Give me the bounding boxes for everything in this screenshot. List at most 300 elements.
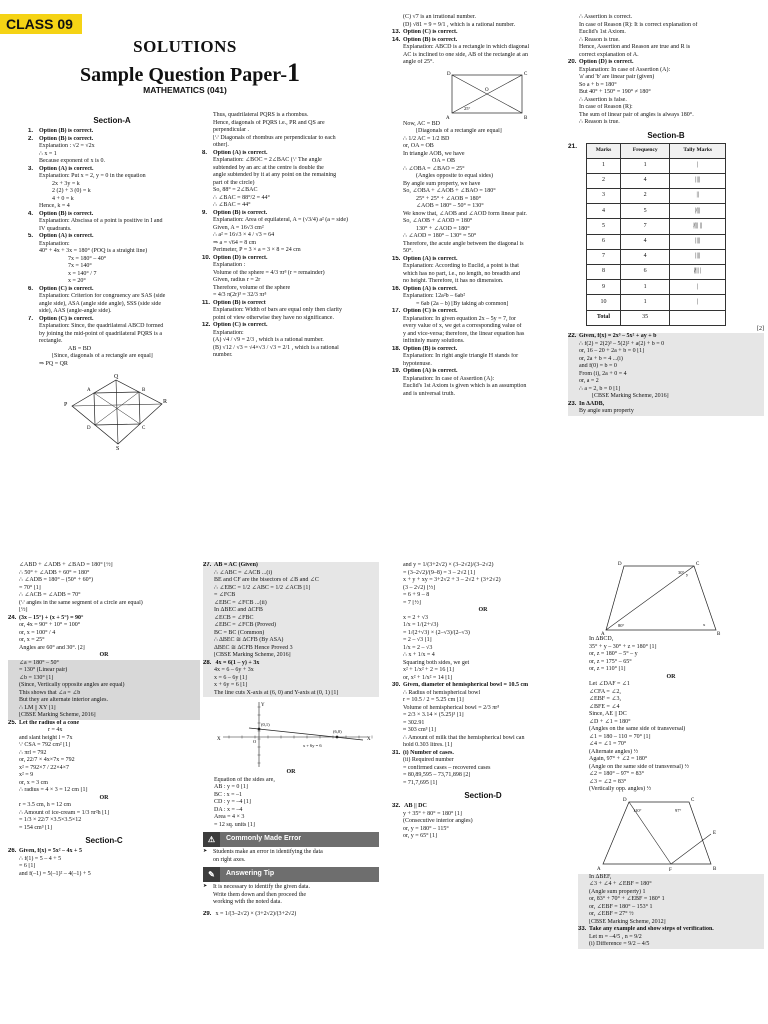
question-number: 12. — [202, 322, 211, 328]
solution-line: BE and CF are the bisectors of ∠B and ∠C — [214, 577, 319, 583]
solution-line: = ∠FCB — [214, 592, 236, 598]
question-number: 23. — [568, 400, 577, 407]
solution-line: 7x = 180° – 40° — [68, 255, 107, 262]
solution-line: correct explanation of A. — [579, 51, 639, 58]
cell-frequency: 1 — [620, 295, 669, 310]
trapezium-abcd — [606, 566, 716, 630]
solution-line: (Angles opposite to equal sides) — [416, 173, 493, 179]
solution-line: Because exponent of x is 0. — [39, 158, 105, 164]
solution-line: or, OA = OB — [403, 143, 434, 149]
solution-line: [½] — [19, 607, 28, 613]
solution-line: Explanation: Criterion for congruency are SAS (side — [39, 293, 166, 299]
label-b: B — [713, 866, 717, 872]
solution-line: Given, radius r = 2r — [213, 277, 261, 283]
question-answer-line — [578, 926, 764, 934]
solution-line: ≈ 303 cm³ [1] — [403, 727, 436, 733]
cell-tally: | — [670, 295, 726, 310]
cell-frequency: 1 — [620, 280, 669, 295]
solution-line: ∴ πrl = 792 — [19, 749, 47, 756]
total-label: Total — [587, 310, 621, 325]
question-answer-line — [203, 660, 379, 668]
solution-line: Explanation: Width of bars are equal only then clarity — [213, 307, 342, 313]
solution-line: In ΔBEC and ΔCFB — [214, 607, 263, 613]
shaded-solution-line: [CBSE Marking Scheme, 2016] — [8, 712, 200, 720]
solution-line: (C) √7 is an irrational number. — [403, 14, 476, 20]
table-row — [587, 265, 726, 280]
solution-line: AC is inclined to one side, AB of the rectangle at an — [403, 51, 528, 58]
error-tip-text — [203, 849, 379, 864]
question-answer-line — [392, 29, 564, 37]
question-answer-line — [202, 150, 378, 158]
solution-line: Therefore, the acute angle between the diagonal is — [403, 240, 524, 247]
solution-line: ∴ radius = 4 × 3 = 12 cm [1] — [19, 787, 88, 793]
cell-marks: 9 — [587, 280, 621, 295]
solution-line: So, ∠AOB + ∠AOD = 180° — [403, 218, 473, 224]
label-r: R — [163, 399, 168, 405]
solution-line: every value of x, we get a corresponding value of — [403, 323, 522, 329]
solution-line: hold 0.303 litres. [1] — [403, 742, 453, 748]
solution-line: Since, AE || DC — [589, 711, 627, 717]
solution-line: Now, AC = BD — [403, 120, 440, 127]
solution-line: perpendicular . — [213, 127, 249, 133]
question-answer-text: Option (D) is correct. — [579, 59, 634, 65]
question-answer-text: (i) Number of cases. — [403, 749, 454, 756]
question-answer-text: Option (B) is correct. — [403, 36, 458, 43]
solution-line: ∠3 + ∠4 + ∠EBF = 180° — [589, 881, 652, 887]
solution-line: ∴ ∠ADB = 180° – (50° + 60°) — [19, 577, 93, 583]
question-number: 2. — [28, 135, 34, 142]
solution-line: = 80,89,595 – 73,71,898 [2] — [403, 772, 471, 778]
solution-line: ∴ x + 1/x = 4 — [403, 652, 435, 658]
solution-line: ∠EBF = ∠3, — [589, 696, 621, 702]
label-c: C — [524, 71, 528, 77]
solution-line: DA : x = –4 — [214, 806, 243, 813]
solution-line: 2 (2) + 3 (0) = k — [52, 188, 91, 194]
angle-x: x — [703, 622, 706, 627]
page-bottom-left — [0, 512, 384, 1024]
solution-line: ∠EBC = ∠FCB (Proved) — [214, 622, 276, 628]
question-answer-text: (3x – 15°) + (x + 5°) = 90° — [19, 614, 84, 621]
q1-left-column — [28, 112, 196, 512]
question-answer-text: Take any example and show steps of verification. — [589, 926, 714, 932]
label-d: D — [87, 426, 91, 431]
question-answer-line — [568, 333, 764, 341]
question-answer-line — [392, 750, 574, 758]
solution-line: or, ∠EBF = 27° ½ — [589, 911, 634, 917]
question-number: 30. — [392, 682, 401, 688]
solution-line: Hence, Assertion and Reason are true and R is — [579, 44, 691, 50]
solution-line: ∴ Amount of milk that the hemispherical bowl can — [403, 734, 525, 741]
solution-line: [∵ Diagonals of rhombus are perpendicular to each — [213, 134, 336, 141]
col-header-marks: Marks — [587, 143, 621, 158]
question-answer-text: AB = AC (Given) — [214, 562, 258, 568]
question-number: 31. — [392, 749, 401, 756]
question-number: 15. — [392, 255, 401, 262]
solution-line: or, z = 110° [1] — [589, 666, 626, 672]
col-header-tally: Tally Marks — [670, 143, 726, 158]
question-number: 18. — [392, 345, 401, 352]
solution-line: and is universal truth. — [403, 390, 455, 397]
question-answer-line — [392, 803, 574, 811]
question-answer-text: Option (A) is correct. — [39, 233, 94, 239]
label-c: C — [142, 426, 146, 431]
solution-line: Area = 4 × 3 — [214, 814, 245, 820]
solution-line: = (3–2√2)/(9–8) = 3 – 2√2 [1] — [403, 569, 476, 576]
question-number: 4. — [28, 210, 34, 217]
question-answer-line — [203, 562, 379, 570]
label-c: C — [691, 797, 695, 803]
question-number: 28. — [203, 659, 212, 666]
q1-right-column — [202, 112, 378, 512]
solution-line: ∠3 = ∠2 = 83° — [589, 778, 627, 785]
x-axis-label: X — [367, 737, 371, 742]
col-header-frequency: Frequency — [620, 143, 669, 158]
solution-line: AB : y = 0 [1] — [214, 784, 248, 790]
page-bottom-right — [384, 512, 768, 1024]
question-answer-line — [28, 286, 196, 294]
question-answer-text: Option (D) is correct. — [213, 254, 268, 261]
question-number: 24. — [8, 614, 17, 621]
solution-line: (Alternate angles) ½ — [589, 748, 639, 755]
solution-line: ∴ Radius of hemispherical bowl — [403, 689, 481, 696]
solution-line: Explanation: In right angle triangle H stands for — [403, 353, 519, 359]
question-answer-line — [28, 128, 196, 136]
table-row — [587, 280, 726, 295]
solution-line: x + y + xy = 3+2√2 + 3 – 2√2 + (3+2√2) — [403, 577, 501, 583]
question-answer-line — [8, 720, 200, 728]
question-text: x = 1/(3–2√2) × (3+2√2)/(3+2√2) — [215, 910, 297, 917]
solution-line: In ΔBCD, — [589, 636, 614, 642]
solution-line: or, x = 100° / 4 — [19, 629, 56, 636]
solution-line: ∴ x = 1 — [39, 150, 57, 157]
solution-line: = 1/(2+√3) × (2–√3)/(2–√3) — [403, 629, 470, 636]
solution-line: x² + 1/x² + 2 = 16 [1] — [403, 667, 454, 673]
solution-line: The line cuts X-axis at (6, 0) and Y-axis at (0, 1) [1] — [214, 689, 339, 696]
table-row — [587, 295, 726, 310]
rectangle-diagram — [442, 69, 532, 121]
cell-marks: 4 — [587, 204, 621, 219]
solution-line: The sum of linear pair of angles is always 180°. — [579, 111, 694, 118]
solution-line: 'a' and 'b' are linear pair (given) — [579, 74, 655, 80]
solution-line: Explanation: Since, the quadrilateral ABCD formed — [39, 323, 164, 329]
cell-tally: | — [670, 158, 726, 173]
section-heading: Section-C — [85, 836, 123, 845]
solution-line: ΔBEC ≅ ΔCFB Hence Proved 3 — [214, 644, 293, 651]
angle-y: y — [686, 572, 689, 577]
solution-line: [Diagonals of a rectangle are equal] — [416, 128, 502, 134]
solution-line: angle subtended by it at any point on the remaining — [213, 172, 337, 178]
section-heading: Section-B — [647, 130, 685, 140]
solution-line: ∴ Reason is true. — [579, 119, 620, 125]
question-number: 20. — [568, 59, 577, 65]
solution-line: = 6ab (2a – b) [By taking ab common] — [416, 300, 509, 307]
solution-line: 1/x = 2 – √3 — [403, 644, 433, 651]
q3-left-column — [8, 562, 200, 1024]
solution-line: infinitely many solutions. — [403, 338, 465, 344]
question-answer-line — [392, 346, 564, 354]
table-mark: [2] — [757, 325, 764, 332]
cell-tally: |||| — [670, 173, 726, 188]
origin-label: O — [253, 739, 257, 744]
shaded-solution-line: ∠b = 130° [1] — [8, 675, 200, 683]
solution-line: no height. Therefore, it has no dimension. — [403, 278, 504, 284]
solution-line: Again, 97° + ∠2 = 180° — [589, 756, 648, 762]
solution-line: ∴ ∠ABC = ∠ACB ...(i) — [214, 569, 273, 576]
solution-line: ∴ ∠BAC = 88°/2 = 44° — [213, 194, 270, 201]
cell-marks: 1 — [587, 158, 621, 173]
frequency-table-block — [568, 143, 764, 326]
cell-tally: |||| — [670, 249, 726, 264]
page-top-left — [0, 0, 384, 512]
cell-frequency: 6 — [620, 265, 669, 280]
question-answer-line — [28, 233, 196, 241]
question-number: 6. — [28, 285, 34, 292]
solution-line: ∠ABD + ∠ADB + ∠BAD = 180° [½] — [19, 562, 113, 568]
solution-line: (Vertically opp. angles) ½ — [589, 786, 652, 792]
solution-line: AB = BD — [68, 345, 92, 352]
question-answer-text: Option (C) is correct. — [39, 315, 94, 322]
solution-line: ∴ ∠ACB = ∠ADB = 70° — [19, 592, 81, 598]
solution-line: ∴ ΔBEC ≅ ΔCFB (By ASA) — [214, 637, 284, 643]
cell-marks: 10 — [587, 295, 621, 310]
label-o: O — [485, 87, 489, 93]
cell-frequency: 4 — [620, 234, 669, 249]
solution-line: ∴ a = 2, b = 0 [1] — [579, 385, 621, 392]
solution-line: Explanation: 12a²b – 6ab² — [403, 293, 466, 299]
solution-line: Hence, k = 4 — [39, 203, 70, 209]
shaded-solution-line: = 130° (Linear pair) — [8, 667, 200, 675]
commonly-made-error-title: Commonly Made Error — [226, 835, 302, 843]
solution-line: ∴ f(2) = 2(2)³ – 5(2)² + a(2) + b = 0 — [579, 340, 665, 347]
solution-line: = 302.91 — [403, 719, 425, 726]
question-number: 1. — [28, 128, 34, 134]
solution-line: [CBSE Marking Scheme, 2016] — [214, 652, 291, 658]
diagonal-qs — [116, 380, 118, 444]
solution-line: 40° + 4x + 3x = 180° (POQ is a straight line) — [39, 248, 148, 254]
question-number: 8. — [202, 149, 208, 156]
diagonal-bd — [606, 566, 694, 630]
point-p2 — [336, 736, 339, 739]
solution-line: 35° + y – 30° + z = 180° [1] — [589, 643, 657, 650]
frequency-table — [586, 143, 726, 326]
solution-line: Equation of the sides are, — [214, 776, 275, 783]
solution-line: (∵ angles in the same segment of a circle are equal) — [19, 599, 143, 606]
cell-marks: 3 — [587, 189, 621, 204]
solution-line: ∴ ∠BAC = 44° — [213, 202, 251, 208]
solution-line: Explanation: — [213, 329, 244, 336]
question-answer-line — [392, 308, 564, 316]
solution-line: or, ∠EBF = 180° – 153° 1 — [589, 903, 653, 910]
question-29 — [203, 911, 379, 919]
solution-line: = 6 + 9 – 8 — [403, 592, 430, 598]
label-d: D — [618, 562, 622, 567]
solution-line: Explanation: ABCD is a rectangle in which diagonal — [403, 44, 530, 50]
line-graph — [203, 699, 373, 769]
solution-line: or, y = 180° – 115° — [403, 825, 449, 832]
question-number: 27. — [203, 562, 212, 568]
label-d: D — [447, 71, 451, 77]
solution-line: Squaring both sides, we get — [403, 659, 470, 666]
solution-line: x = 2 + √3 — [403, 614, 429, 621]
question-answer-text: Option (B) is correct — [213, 299, 266, 306]
solution-line: or, y = 65° [1] — [403, 833, 438, 839]
solution-line: or, 83° + 70° + ∠EBF = 180° 1 — [589, 896, 665, 902]
solution-line: x = 140° / 7 — [68, 270, 97, 277]
solution-line: In triangle AOB, we have — [403, 150, 465, 157]
cell-marks: 2 — [587, 173, 621, 188]
question-answer-text: In ΔADB, — [579, 400, 605, 407]
solution-line: x² = 9 — [19, 772, 34, 778]
question-answer-line — [28, 136, 196, 144]
solution-line: CD : y = –4 [1] — [214, 799, 251, 805]
solution-line: ∠2 = 180° – 97° = 83° — [589, 771, 644, 777]
solution-line: 1/x = 1/(2+√3) — [403, 622, 439, 628]
question-number: 11. — [202, 299, 211, 306]
answering-tip-line: ➤ It is necessary to identify the given data. — [213, 884, 310, 890]
cell-marks: 6 — [587, 234, 621, 249]
solution-line: ∴ 50° + ∠ADB + 60° = 180° — [19, 569, 90, 576]
solution-line: = 2/3 × 3.14 × (5.25)³ [1] — [403, 712, 464, 718]
solution-line: So, 88° = 2∠BAC — [213, 187, 258, 193]
cell-tally: |̸||| | — [670, 265, 726, 280]
solution-line: Volume of hemispherical bowl = 2/3 πr³ — [403, 704, 500, 711]
solution-line: or, z = 175° – 65° — [589, 658, 632, 665]
question-answer-line — [28, 211, 196, 219]
question-number: 5. — [28, 233, 34, 239]
question-answer-line — [28, 166, 196, 174]
label-s: S — [116, 446, 120, 450]
solution-line: = 2 – √3 [1] — [403, 637, 432, 643]
question-number: 7. — [28, 315, 34, 322]
question-answer-text: Option (A) is correct. — [213, 149, 268, 156]
question-answer-text: Option (A) is correct. — [403, 368, 458, 374]
question-answer-text: Let the radius of a cone — [19, 719, 80, 726]
label-e: E — [713, 830, 717, 836]
label-a: A — [597, 866, 601, 872]
error-tip-line: ➤ Students make an error in identifying the data — [213, 849, 323, 855]
solution-line: Let m = –4/5 , n = 9/2 — [589, 933, 642, 940]
warning-icon: ⚠ — [203, 832, 220, 847]
question-answer-text: Option (B) is correct. — [39, 210, 94, 217]
solution-line: So a + b = 180° — [579, 81, 617, 88]
solution-line: From (i), 2a + 0 = 4 — [579, 370, 627, 377]
q3-right-column — [203, 562, 379, 1024]
question-answer-line — [28, 316, 196, 324]
error-tip-line: on right axes. — [213, 856, 246, 863]
q2-right-column — [568, 14, 764, 512]
solution-line: angle side), ASA (angle side angle), SSS (side side — [39, 300, 161, 307]
solution-line: y and vice-versa; therefore, the linear equation has — [403, 330, 525, 337]
solution-line: (Angles on the same side of transversal) — [589, 726, 686, 732]
question-answer-line — [392, 368, 564, 376]
x-axis-label-left: X — [217, 737, 221, 742]
cell-marks: 5 — [587, 219, 621, 234]
or-separator: OR — [666, 673, 676, 680]
solution-line: ∠4 = ∠1 = 70° — [589, 741, 627, 747]
section-heading: Section-A — [93, 116, 131, 125]
solution-line: ∴ ∠OBA = ∠BAO = 25° — [403, 165, 465, 172]
solution-line: (i) Difference = 9/2 – 4/5 — [589, 941, 650, 947]
solution-line: Explanation: Abscissa of a point is positive in I and — [39, 218, 163, 224]
solution-line: Therefore, volume of the sphere — [213, 284, 291, 291]
angle-110: 110° — [633, 807, 642, 813]
cell-frequency: 4 — [620, 173, 669, 188]
cell-marks: 7 — [587, 249, 621, 264]
q4-right-column — [578, 558, 764, 1024]
question-number: 14. — [392, 36, 401, 43]
solution-line: 4 + 0 = k — [52, 195, 74, 202]
solution-line: 25° + 25° + ∠AOB = 180° — [416, 195, 482, 202]
table-row — [587, 189, 726, 204]
angle-97: 97° — [675, 807, 682, 813]
cell-tally: | — [670, 280, 726, 295]
shaded-solution-line: ∴ LM || XY [1] — [8, 705, 200, 713]
label-f: F — [669, 867, 672, 873]
solution-line: or, a = 2 — [579, 378, 599, 385]
question-number: 26. — [8, 848, 17, 854]
label-a: A — [446, 115, 450, 121]
solution-line: Explanation : — [213, 262, 246, 268]
rhombus-diagram — [58, 370, 168, 450]
or-separator: OR — [478, 607, 488, 613]
solution-line: r = 3.5 cm, h = 12 cm — [19, 802, 71, 808]
solution-line: x² = 792×7 / 22×4×7 — [19, 764, 70, 771]
solution-line: ∴ f(1) = 5 – 4 + 5 — [19, 855, 62, 862]
page-top-right — [384, 0, 768, 512]
solution-line: angle of 25°. — [403, 59, 434, 65]
answering-tip-line: working with the noted data. — [213, 899, 282, 905]
answering-tip-text — [203, 884, 379, 907]
question-answer-text: Given, f(x) = 5x² – 4x + 5 — [19, 848, 82, 854]
solution-line: ∴ ∠AOD = 180° – 130° = 50° — [403, 233, 477, 239]
shaded-solution-line: But they are alternate interior angles. — [8, 697, 200, 705]
solution-line: ∠ECB = ∠FBC — [214, 614, 254, 621]
label-d: D — [623, 797, 627, 803]
label-a: A — [87, 388, 91, 393]
solution-line: x = 6 – 6y [1] — [214, 674, 247, 681]
solution-line: and y = 1/(3+2√2) × (3–2√2)/(3–2√2) — [403, 562, 494, 568]
question-answer-line — [202, 255, 378, 263]
solution-line: In case of Reason (R): It is correct explanation of — [579, 21, 698, 28]
question-number: 3. — [28, 165, 34, 172]
solution-line: OA = OB — [432, 158, 456, 164]
solution-line: ∴ Amount of ice-cream = 1/3 πr²h [1] — [19, 809, 110, 816]
solution-line: By angle sum property — [579, 408, 634, 415]
or-separator: OR — [99, 794, 109, 801]
point-p2-label: (6,0) — [333, 729, 342, 734]
solution-line: Explanation: In case of Assertion (A): — [579, 66, 671, 73]
cell-frequency: 4 — [620, 249, 669, 264]
solution-line: = 6 [1] — [19, 863, 36, 869]
question-answer-line — [8, 615, 200, 623]
table-row — [587, 249, 726, 264]
table-row — [587, 234, 726, 249]
question-answer-text: Option (B) is correct. — [39, 128, 94, 134]
question-answer-text: 4x = 6(1 – y) + 3x — [214, 659, 260, 666]
question-number: 25. — [8, 719, 17, 726]
shaded-solution-line: ∠a = 180° – 50° — [8, 660, 200, 668]
trapezium-diagram-2 — [593, 794, 733, 874]
point-p1-label: (0,1) — [261, 722, 270, 727]
solution-line: subtended by an arc at the centre is double the — [213, 164, 324, 171]
angle-80: 80° — [618, 623, 625, 628]
question-number: 19. — [392, 368, 401, 374]
solution-line: Explanation: In given equation 2x – 5y = 7, for — [403, 315, 517, 322]
solution-line: [CBSE Marking Scheme, 2012] — [589, 918, 666, 925]
solution-line: ∴ Assertion is correct. — [579, 14, 633, 20]
question-answer-line — [202, 322, 378, 330]
solution-line: x = 20° — [68, 278, 86, 284]
